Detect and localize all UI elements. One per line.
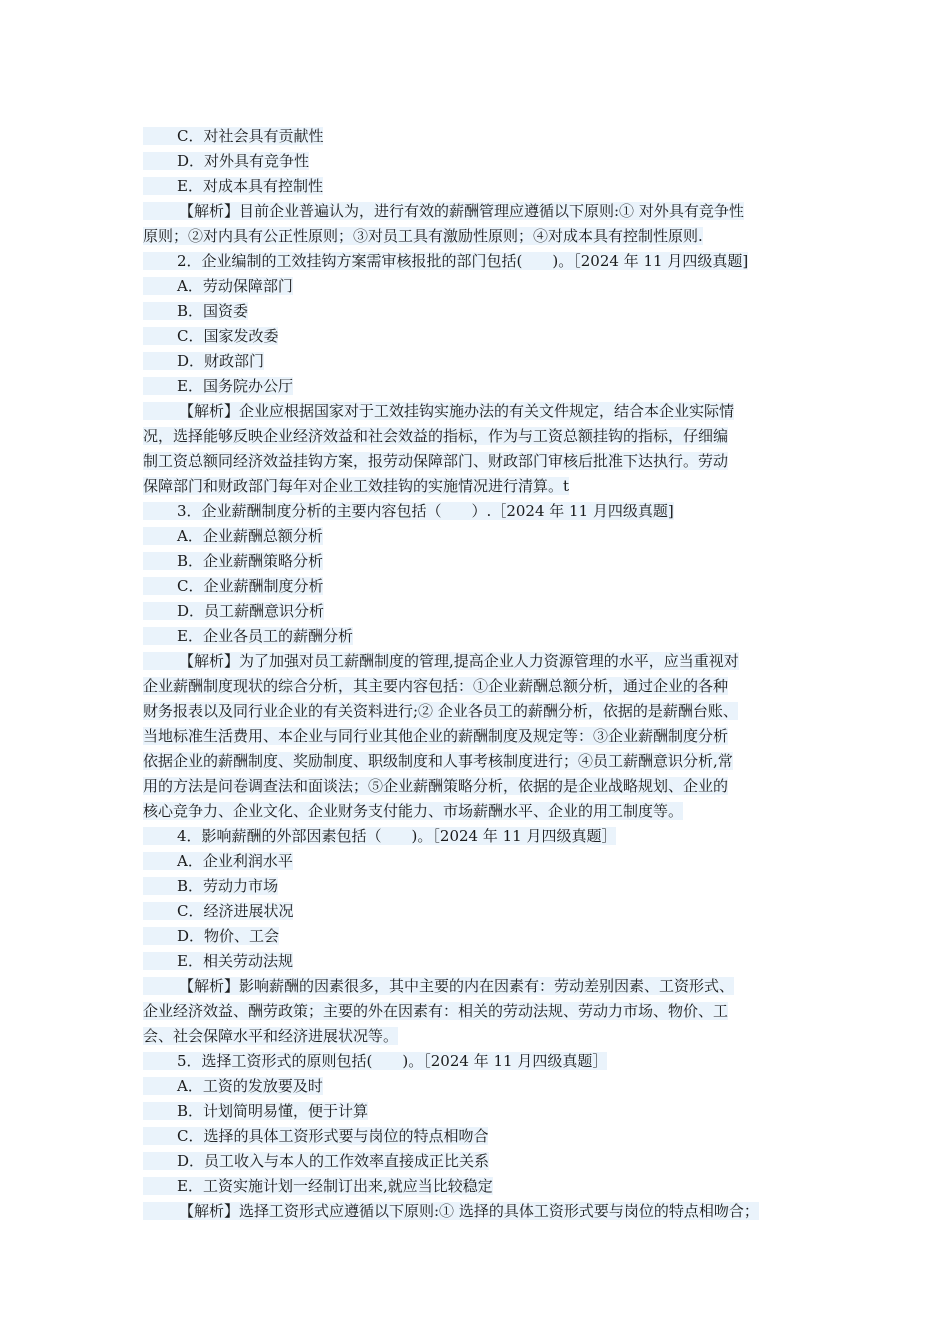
option-line [143, 624, 813, 649]
option-line [143, 524, 813, 549]
option-line [143, 1124, 813, 1149]
line-text: 企业薪酬制度现状的综合分析，其主要内容包括：①企业薪酬总额分析，通过企业的各种 [143, 677, 729, 695]
question-line [143, 249, 813, 274]
paragraph-continuation [143, 999, 813, 1024]
line-text: D．财政部门 [143, 352, 264, 370]
line-text: 【解析】为了加强对员工薪酬制度的管理,提高企业人力资源管理的水平，应当重视对 [143, 652, 739, 670]
line-text: 核心竞争力、企业文化、企业财务支付能力、市场薪酬水平、企业的用工制度等。 [143, 802, 684, 820]
line-text: A．工资的发放要及时 [143, 1077, 323, 1095]
analysis-paragraph-start [143, 974, 813, 999]
option-line [143, 874, 813, 899]
line-text: 财务报表以及同行业企业的有关资料进行;② 企业各员工的薪酬分析，依据的是薪酬台账、 [143, 702, 738, 720]
line-text: 当地标准生活费用、本企业与同行业其他企业的薪酬制度及规定等：③企业薪酬制度分析 [143, 727, 729, 745]
line-text: 会、社会保障水平和经济进展状况等。 [143, 1027, 399, 1045]
paragraph-continuation [143, 224, 813, 249]
line-text: D．物价、工会 [143, 927, 279, 945]
question-line [143, 499, 813, 524]
line-text: 【解析】影响薪酬的因素很多，其中主要的内在因素有：劳动差别因素、工资形式、 [143, 977, 734, 995]
analysis-paragraph-start [143, 199, 813, 224]
option-line [143, 899, 813, 924]
line-text: 3．企业薪酬制度分析的主要内容包括（ ）.［2024 年 11 月四级真题] [143, 502, 674, 520]
line-text: 【解析】选择工资形式应遵循以下原则:① 选择的具体工资形式要与岗位的特点相吻合； [143, 1202, 759, 1220]
option-line [143, 599, 813, 624]
paragraph-continuation [143, 449, 813, 474]
line-text: A．劳动保障部门 [143, 277, 293, 295]
paragraph-continuation [143, 699, 813, 724]
option-line [143, 1074, 813, 1099]
option-line [143, 1099, 813, 1124]
line-text: 5．选择工资形式的原则包括( )。［2024 年 11 月四级真题］ [143, 1052, 607, 1070]
analysis-paragraph-start [143, 649, 813, 674]
paragraph-continuation [143, 774, 813, 799]
option-line [143, 324, 813, 349]
line-text: E．国务院办公厅 [143, 377, 293, 395]
option-line [143, 124, 813, 149]
line-text: 制工资总额同经济效益挂钩方案，报劳动保障部门、财政部门审核后批准下达执行。劳动 [143, 452, 729, 470]
paragraph-continuation [143, 799, 813, 824]
line-text: E．工资实施计划一经制订出来,就应当比较稳定 [143, 1177, 493, 1195]
paragraph-continuation [143, 749, 813, 774]
option-line [143, 924, 813, 949]
analysis-paragraph-start [143, 1199, 813, 1224]
line-text: 用的方法是问卷调查法和面谈法；⑤企业薪酬策略分析，依据的是企业战略规划、企业的 [143, 777, 729, 795]
paragraph-continuation [143, 474, 813, 499]
line-text: D．员工收入与本人的工作效率直接成正比关系 [143, 1152, 489, 1170]
line-text: B．国资委 [143, 302, 248, 320]
line-text: D．员工薪酬意识分析 [143, 602, 324, 620]
line-text: E．对成本具有控制性 [143, 177, 323, 195]
line-text: 原则；②对内具有公正性原则；③对员工具有激励性原则；④对成本具有控制性原则. [143, 227, 703, 245]
line-text: 保障部门和财政部门每年对企业工效挂钩的实施情况进行清算。t [143, 477, 570, 495]
option-line [143, 174, 813, 199]
line-text: E．相关劳动法规 [143, 952, 293, 970]
option-line [143, 274, 813, 299]
line-text: C．企业薪酬制度分析 [143, 577, 323, 595]
line-text: D．对外具有竞争性 [143, 152, 309, 170]
option-line [143, 349, 813, 374]
line-text: 企业经济效益、酬劳政策；主要的外在因素有：相关的劳动法规、劳动力市场、物价、工 [143, 1002, 729, 1020]
line-text: 2．企业编制的工效挂钩方案需审核报批的部门包括( )。［2024 年 11 月四级真题] [143, 252, 748, 270]
option-line [143, 149, 813, 174]
option-line [143, 549, 813, 574]
line-text: B．计划简明易懂，便于计算 [143, 1102, 368, 1120]
line-text: 【解析】企业应根据国家对于工效挂钩实施办法的有关文件规定，结合本企业实际情 [143, 402, 734, 420]
line-text: A．企业薪酬总额分析 [143, 527, 323, 545]
paragraph-continuation [143, 1024, 813, 1049]
paragraph-continuation [143, 724, 813, 749]
option-line [143, 374, 813, 399]
option-line [143, 949, 813, 974]
option-line [143, 574, 813, 599]
option-line [143, 1174, 813, 1199]
option-line [143, 849, 813, 874]
line-text: B．企业薪酬策略分析 [143, 552, 323, 570]
question-line [143, 1049, 813, 1074]
option-line [143, 299, 813, 324]
document-page [143, 124, 813, 1224]
line-text: B．劳动力市场 [143, 877, 278, 895]
paragraph-continuation [143, 674, 813, 699]
line-text: C．选择的具体工资形式要与岗位的特点相吻合 [143, 1127, 488, 1145]
line-text: E．企业各员工的薪酬分析 [143, 627, 353, 645]
line-text: C．国家发改委 [143, 327, 278, 345]
line-text: 况，选择能够反映企业经济效益和社会效益的指标，作为与工资总额挂钩的指标，仔细编 [143, 427, 729, 445]
line-text: C．经济进展状况 [143, 902, 293, 920]
option-line [143, 1149, 813, 1174]
line-text: 【解析】目前企业普遍认为，进行有效的薪酬管理应遵循以下原则:① 对外具有竞争性 [143, 202, 744, 220]
line-text: 依据企业的薪酬制度、奖励制度、职级制度和人事考核制度进行；④员工薪酬意识分析,常 [143, 752, 733, 770]
analysis-paragraph-start [143, 399, 813, 424]
paragraph-continuation [143, 424, 813, 449]
line-text: A．企业利润水平 [143, 852, 293, 870]
line-text: C．对社会具有贡献性 [143, 127, 323, 145]
question-line [143, 824, 813, 849]
line-text: 4．影响薪酬的外部因素包括（ )。［2024 年 11 月四级真题］ [143, 827, 616, 845]
